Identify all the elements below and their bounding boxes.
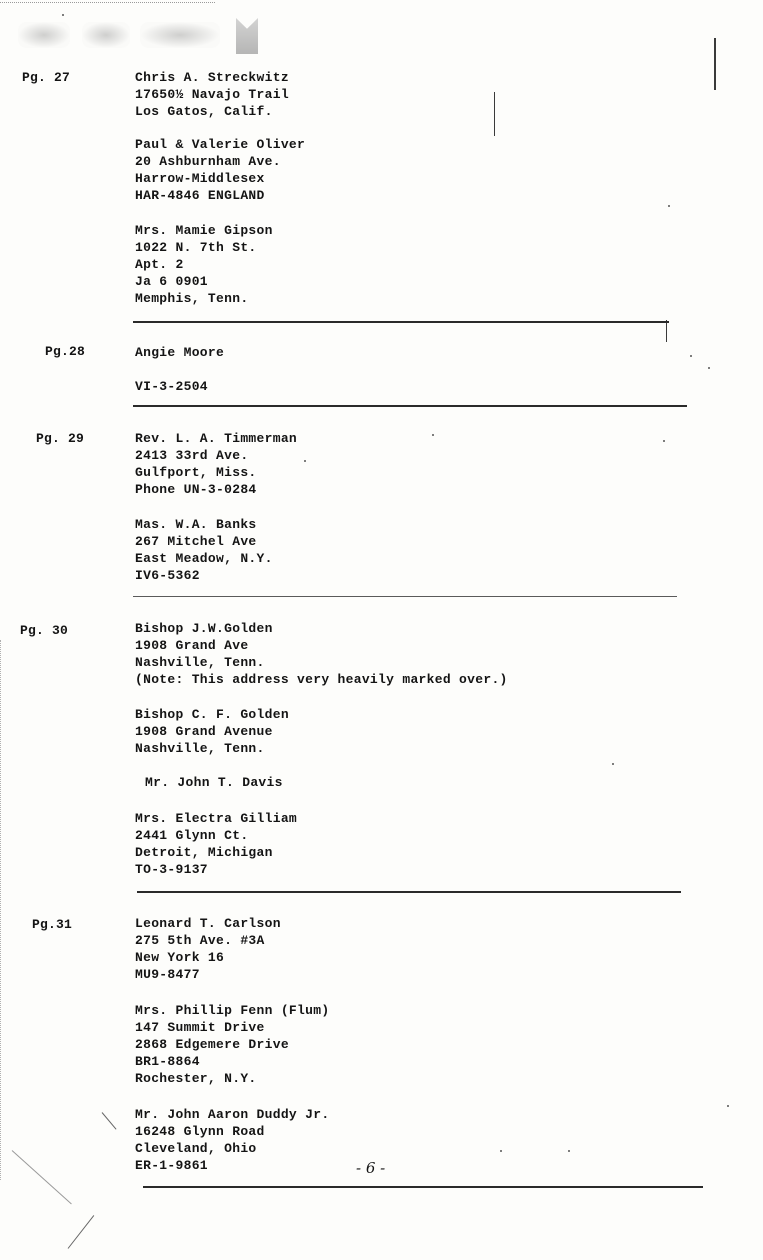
ink-smudge — [140, 22, 220, 48]
address-line: 267 Mitchel Ave — [135, 534, 257, 549]
section-divider — [133, 321, 669, 323]
name-line: Bishop J.W.Golden — [135, 621, 273, 636]
bookmark-mark — [236, 18, 258, 54]
phone-line: HAR-4846 ENGLAND — [135, 188, 265, 203]
address-entry — [135, 378, 208, 395]
address-entry — [135, 620, 508, 688]
address-entry — [135, 706, 289, 757]
address-line: Apt. 2 — [135, 257, 184, 272]
address-entry — [135, 516, 273, 584]
note-line: (Note: This address very heavily marked over.) — [135, 672, 508, 687]
page-reference-label: Pg.31 — [32, 917, 73, 932]
page-reference-label: Pg. 29 — [36, 431, 85, 446]
address-entry — [135, 344, 224, 361]
name-line: Mrs. Phillip Fenn (Flum) — [135, 1003, 330, 1018]
name-line: Leonard T. Carlson — [135, 916, 281, 931]
phone-line: Ja 6 0901 — [135, 274, 208, 289]
address-line: New York 16 — [135, 950, 225, 965]
address-entry — [135, 136, 305, 204]
address-line: Rochester, N.Y. — [135, 1071, 257, 1086]
margin-mark — [666, 320, 667, 342]
address-line: 275 5th Ave. #3A — [135, 933, 265, 948]
stray-mark — [68, 1215, 95, 1249]
address-line: Nashville, Tenn. — [135, 655, 265, 670]
ink-smudge — [82, 22, 130, 48]
name-line: Angie Moore — [135, 345, 225, 360]
name-line: Mrs. Mamie Gipson — [135, 223, 273, 238]
address-line: Nashville, Tenn. — [135, 741, 265, 756]
name-line: Mas. W.A. Banks — [135, 517, 257, 532]
page-edge — [0, 640, 2, 1180]
address-entry — [135, 222, 273, 307]
margin-mark — [714, 38, 716, 90]
address-entry — [135, 810, 297, 878]
phone-line: ER-1-9861 — [135, 1158, 208, 1173]
address-line: Los Gatos, Calif. — [135, 104, 273, 119]
address-line: East Meadow, N.Y. — [135, 551, 273, 566]
address-line: Cleveland, Ohio — [135, 1141, 257, 1156]
address-line: 2441 Glynn Ct. — [135, 828, 249, 843]
address-line: 17650½ Navajo Trail — [135, 87, 289, 102]
page-reference-label: Pg.28 — [45, 344, 86, 359]
address-line: Detroit, Michigan — [135, 845, 273, 860]
page-number: - 6 - — [356, 1159, 386, 1177]
top-dotted-border — [0, 2, 215, 3]
address-line: 20 Ashburnham Ave. — [135, 154, 281, 169]
address-line: 2413 33rd Ave. — [135, 448, 249, 463]
section-divider — [137, 891, 681, 893]
page-reference-label: Pg. 27 — [22, 70, 71, 85]
address-entry — [145, 774, 283, 791]
page-reference-label: Pg. 30 — [20, 623, 69, 638]
name-line: Mr. John T. Davis — [145, 775, 283, 790]
address-entry — [135, 430, 297, 498]
address-line: 1908 Grand Avenue — [135, 724, 273, 739]
stray-mark — [102, 1112, 117, 1129]
phone-line: MU9-8477 — [135, 967, 200, 982]
phone-line: BR1-8864 — [135, 1054, 200, 1069]
address-entry — [135, 69, 289, 120]
name-line: Mrs. Electra Gilliam — [135, 811, 298, 826]
name-line: Rev. L. A. Timmerman — [135, 431, 298, 446]
name-line: Chris A. Streckwitz — [135, 70, 289, 85]
address-entry — [135, 915, 281, 983]
address-line: 147 Summit Drive — [135, 1020, 265, 1035]
section-divider — [133, 596, 677, 597]
address-line: 1022 N. 7th St. — [135, 240, 257, 255]
address-line: 1908 Grand Ave — [135, 638, 249, 653]
section-divider — [143, 1186, 703, 1188]
section-divider — [133, 405, 687, 407]
phone-line: Phone UN-3-0284 — [135, 482, 257, 497]
phone-line: TO-3-9137 — [135, 862, 208, 877]
address-line: Gulfport, Miss. — [135, 465, 257, 480]
address-line: 2868 Edgemere Drive — [135, 1037, 289, 1052]
ink-smudge — [18, 22, 70, 48]
name-line: Bishop C. F. Golden — [135, 707, 289, 722]
phone-line: IV6-5362 — [135, 568, 200, 583]
address-entry — [135, 1106, 329, 1174]
address-entry — [135, 1002, 329, 1087]
address-line: Memphis, Tenn. — [135, 291, 249, 306]
stray-mark — [12, 1150, 72, 1204]
margin-mark — [494, 92, 495, 136]
address-line: Harrow-Middlesex — [135, 171, 265, 186]
name-line: Mr. John Aaron Duddy Jr. — [135, 1107, 330, 1122]
name-line: Paul & Valerie Oliver — [135, 137, 306, 152]
address-line: 16248 Glynn Road — [135, 1124, 265, 1139]
phone-line: VI-3-2504 — [135, 379, 208, 394]
